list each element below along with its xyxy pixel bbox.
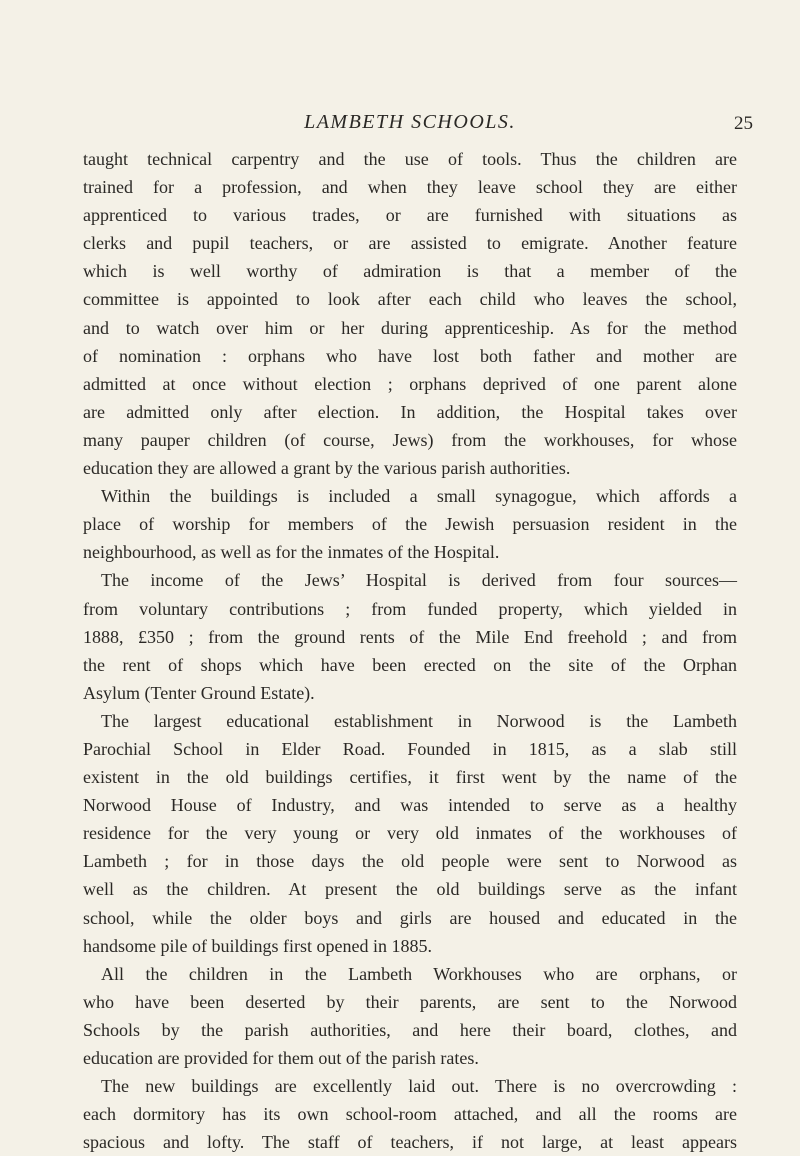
text-line: apprenticed to various trades, or are furnished with situations as	[83, 205, 737, 226]
body-text	[83, 145, 737, 1156]
text-line: spacious and lofty. The staff of teachers, if not large, at least appears	[83, 1132, 737, 1153]
text-line: many pauper children (of course, Jews) from the workhouses, for whose	[83, 429, 737, 450]
text-line: The new buildings are excellently laid out. There is no overcrowding :	[101, 1076, 737, 1097]
text-line: the rent of shops which have been erected on the site of the Orphan	[83, 654, 737, 675]
text-line: The largest educational establishment in Norwood is the Lambeth	[101, 710, 737, 731]
text-line: well as the children. At present the old buildings serve as the infant	[83, 879, 737, 900]
text-line: Parochial School in Elder Road. Founded in 1815, as a slab still	[83, 738, 737, 759]
text-line: handsome pile of buildings first opened in 1885.	[83, 935, 432, 956]
text-line: neighbourhood, as well as for the inmates of the Hospital.	[83, 542, 500, 563]
text-line: Within the buildings is included a small synagogue, which affords a	[101, 486, 737, 507]
text-line: 1888, £350 ; from the ground rents of the Mile End freehold ; and from	[83, 626, 737, 647]
text-line: education are provided for them out of the parish rates.	[83, 1048, 479, 1068]
text-line: All the children in the Lambeth Workhouses who are orphans, or	[101, 963, 737, 984]
text-line: taught technical carpentry and the use of tools. Thus the children are	[83, 149, 737, 169]
text-line: clerks and pupil teachers, or are assisted to emigrate. Another feature	[83, 233, 737, 254]
text-line: Lambeth ; for in those days the old people were sent to Norwood as	[83, 851, 737, 872]
text-line: and to watch over him or her during apprenticeship. As for the method	[83, 317, 737, 338]
text-line: education they are allowed a grant by the various parish authorities.	[83, 458, 571, 479]
text-line: school, while the older boys and girls are housed and educated in the	[83, 907, 737, 928]
text-line: are admitted only after election. In addition, the Hospital takes over	[83, 401, 737, 422]
text-line: of nomination : orphans who have lost both father and mother are	[83, 345, 737, 366]
running-head: LAMBETH SCHOOLS.	[304, 111, 516, 133]
text-line: The income of the Jews’ Hospital is derived from four sources—	[101, 570, 737, 591]
text-line: Norwood House of Industry, and was intended to serve as a healthy	[83, 795, 737, 816]
page-number: 25	[734, 113, 753, 134]
text-line: admitted at once without election ; orphans deprived of one parent alone	[83, 373, 737, 394]
text-line: who have been deserted by their parents, are sent to the Norwood	[83, 991, 737, 1012]
text-line: trained for a profession, and when they leave school they are either	[83, 177, 737, 198]
text-line: which is well worthy of admiration is that a member of the	[83, 261, 737, 282]
text-line: Asylum (Tenter Ground Estate).	[83, 682, 315, 703]
text-line: Schools by the parish authorities, and here their board, clothes, and	[83, 1019, 737, 1040]
text-line: existent in the old buildings certifies, it first went by the name of the	[83, 767, 737, 788]
text-line: committee is appointed to look after each child who leaves the school,	[83, 289, 737, 310]
text-line: place of worship for members of the Jewish persuasion resident in the	[83, 514, 737, 535]
text-line: residence for the very young or very old inmates of the workhouses of	[83, 823, 737, 844]
text-line: each dormitory has its own school-room attached, and all the rooms are	[83, 1104, 737, 1125]
text-line: from voluntary contributions ; from funded property, which yielded in	[83, 598, 737, 619]
